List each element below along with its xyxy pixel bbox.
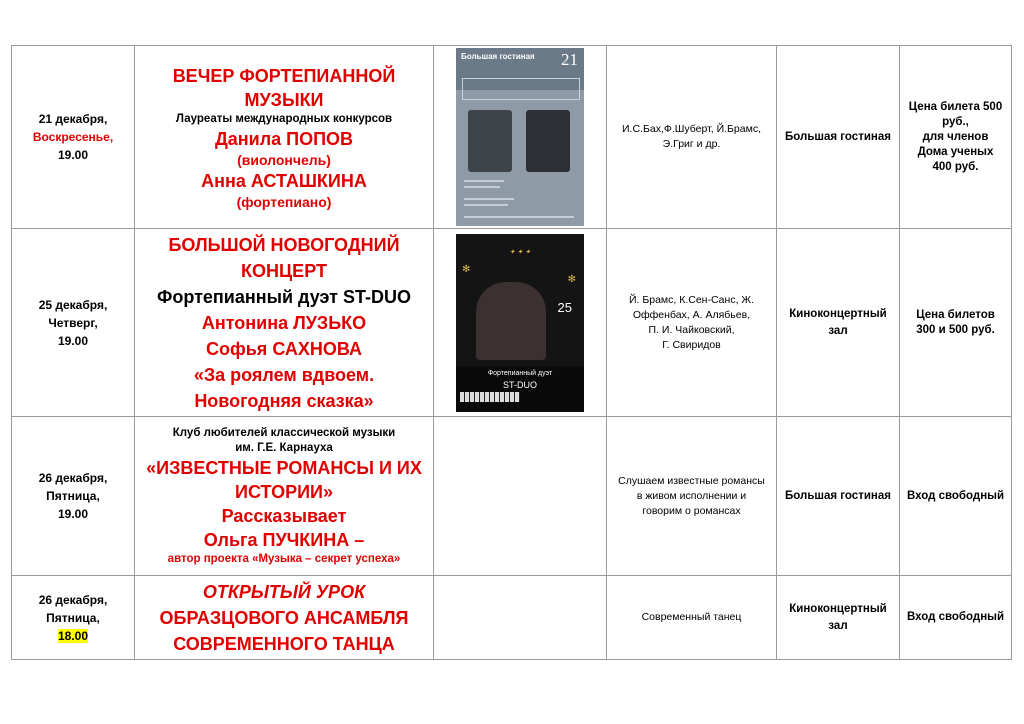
program-text: Современный танец bbox=[641, 611, 742, 623]
performer-name: Данила ПОПОВ bbox=[214, 128, 354, 149]
price-text: Вход свободный bbox=[906, 611, 1005, 623]
performer-name: Ольга ПУЧКИНА – bbox=[203, 529, 365, 550]
snowflake-icon: ✻ bbox=[462, 263, 471, 275]
event-date: 26 декабря, bbox=[38, 592, 108, 607]
price-text: руб., bbox=[942, 115, 969, 128]
author-note: автор проекта «Музыка – секрет успеха» bbox=[167, 552, 401, 565]
event-time: 19.00 bbox=[57, 333, 89, 348]
table-row bbox=[12, 417, 1012, 576]
poster-day: 25 bbox=[557, 299, 572, 315]
date-cell bbox=[12, 576, 135, 660]
event-date: 25 декабря, bbox=[38, 297, 108, 312]
pianist-photo bbox=[526, 110, 570, 172]
title-cell bbox=[135, 417, 434, 576]
event-title-cont: ОБРАЗЦОВОГО АНСАМБЛЯ bbox=[159, 607, 409, 628]
program-cell bbox=[607, 229, 777, 417]
poster-frame bbox=[462, 78, 580, 100]
price-text: Цена билета 500 bbox=[908, 100, 1003, 113]
event-weekday: Четверг, bbox=[48, 315, 98, 330]
program-text: П. И. Чайковский, bbox=[648, 323, 735, 336]
poster-cell bbox=[434, 576, 607, 660]
table-row bbox=[12, 229, 1012, 417]
duo-photo bbox=[476, 282, 546, 360]
program-quote: «За роялем вдвоем. bbox=[193, 364, 375, 385]
poster-cell bbox=[434, 229, 607, 417]
poster-day: 21 bbox=[561, 50, 578, 69]
poster-text-line bbox=[464, 186, 500, 188]
poster-text-line bbox=[464, 180, 504, 182]
venue-text: Киноконцертный bbox=[789, 602, 887, 615]
event-subtitle: Лауреаты международных конкурсов bbox=[175, 112, 393, 125]
price-text: Вход свободный bbox=[906, 489, 1005, 502]
program-text: в живом исполнении и bbox=[636, 489, 747, 502]
date-cell bbox=[12, 417, 135, 576]
table-row bbox=[12, 46, 1012, 229]
poster-caption: Фортепианный дуэт bbox=[487, 369, 553, 377]
event-title: БОЛЬШОЙ НОВОГОДНИЙ bbox=[168, 234, 400, 255]
date-cell bbox=[12, 229, 135, 417]
program-cell bbox=[607, 46, 777, 229]
event-weekday: Воскресенье, bbox=[32, 130, 114, 144]
piano-keys bbox=[460, 392, 520, 402]
venue-text: Большая гостиная bbox=[785, 489, 891, 502]
event-weekday: Пятница, bbox=[46, 489, 100, 503]
program-cell bbox=[607, 576, 777, 660]
snowflake-icon: ✻ bbox=[567, 273, 576, 285]
poster-cell bbox=[434, 417, 607, 576]
program-text: Й. Брамс, К.Сен-Санс, Ж. bbox=[628, 293, 755, 306]
event-time: 19.00 bbox=[57, 148, 89, 162]
price-cell bbox=[900, 46, 1012, 229]
club-name-cont: им. Г.Е. Карнауха bbox=[235, 441, 333, 454]
poster-text-line bbox=[464, 198, 514, 200]
venue-text: Большая гостиная bbox=[785, 130, 891, 143]
club-name: Клуб любителей классической музыки bbox=[172, 426, 396, 439]
program-cell bbox=[607, 417, 777, 576]
event-date: 21 декабря, bbox=[38, 112, 108, 126]
event-weekday: Пятница, bbox=[46, 610, 100, 625]
program-text: говорим о романсах bbox=[642, 504, 741, 517]
venue-text: Киноконцертный bbox=[789, 307, 887, 320]
venue-text: зал bbox=[828, 324, 848, 337]
program-text: Слушаем известные романсы bbox=[618, 474, 765, 487]
venue-cell bbox=[777, 417, 900, 576]
event-title-cont: ИСТОРИИ» bbox=[235, 481, 333, 502]
date-cell bbox=[12, 46, 135, 229]
poster-text-line bbox=[464, 216, 574, 218]
narrator-label: Рассказывает bbox=[221, 505, 347, 526]
performer-role: (виолончель) bbox=[237, 151, 331, 168]
program-text: Оффенбах, А. Алябьев, bbox=[632, 308, 751, 321]
venue-cell bbox=[777, 576, 900, 660]
performer-role: (фортепиано) bbox=[236, 193, 332, 210]
price-text: 400 руб. bbox=[932, 160, 979, 173]
event-subtitle: Фортепианный дуэт ST-DUO bbox=[156, 286, 411, 307]
event-time: 18.00 bbox=[57, 628, 89, 643]
events-table bbox=[11, 45, 1012, 660]
event-title: ОТКРЫТЫЙ УРОК bbox=[202, 581, 366, 602]
event-poster bbox=[456, 48, 584, 226]
venue-cell bbox=[777, 229, 900, 417]
price-cell bbox=[900, 229, 1012, 417]
event-time: 19.00 bbox=[57, 507, 89, 521]
table-row bbox=[12, 576, 1012, 660]
poster-header-text: Большая гостиная bbox=[461, 52, 535, 61]
event-title: ВЕЧЕР ФОРТЕПИАННОЙ bbox=[172, 65, 396, 86]
event-title-cont: СОВРЕМЕННОГО ТАНЦА bbox=[173, 633, 395, 654]
performer-name: Антонина ЛУЗЬКО bbox=[201, 312, 367, 333]
performer-name: Софья САХНОВА bbox=[206, 338, 362, 359]
program-quote-cont: Новогодняя сказка» bbox=[194, 390, 374, 411]
price-text: для членов bbox=[922, 130, 989, 143]
event-title-cont: МУЗЫКИ bbox=[244, 89, 324, 110]
poster-cell bbox=[434, 46, 607, 229]
event-title-cont: КОНЦЕРТ bbox=[241, 260, 327, 281]
event-title: «ИЗВЕСТНЫЕ РОМАНСЫ И ИХ bbox=[146, 457, 422, 478]
poster-ornament: ✦ ✦ ✦ bbox=[509, 248, 531, 256]
program-text: Г. Свиридов bbox=[662, 338, 721, 351]
venue-cell bbox=[777, 46, 900, 229]
cellist-photo bbox=[468, 110, 512, 172]
price-text: Дома ученых bbox=[917, 145, 994, 158]
price-cell bbox=[900, 417, 1012, 576]
performer-name: Анна АСТАШКИНА bbox=[201, 170, 367, 191]
poster-text-line bbox=[464, 204, 508, 206]
price-text: 300 и 500 руб. bbox=[916, 323, 995, 336]
title-cell bbox=[135, 229, 434, 417]
price-text: Цена билетов bbox=[916, 308, 995, 321]
venue-text: зал bbox=[828, 619, 848, 632]
event-date: 26 декабря, bbox=[38, 471, 108, 485]
title-cell bbox=[135, 46, 434, 229]
poster-caption: ST-DUO bbox=[502, 379, 537, 390]
title-cell bbox=[135, 576, 434, 660]
program-text: И.С.Бах,Ф.Шуберт, Й.Брамс, Э.Григ и др. bbox=[622, 123, 761, 150]
event-poster bbox=[456, 234, 584, 412]
price-cell bbox=[900, 576, 1012, 660]
